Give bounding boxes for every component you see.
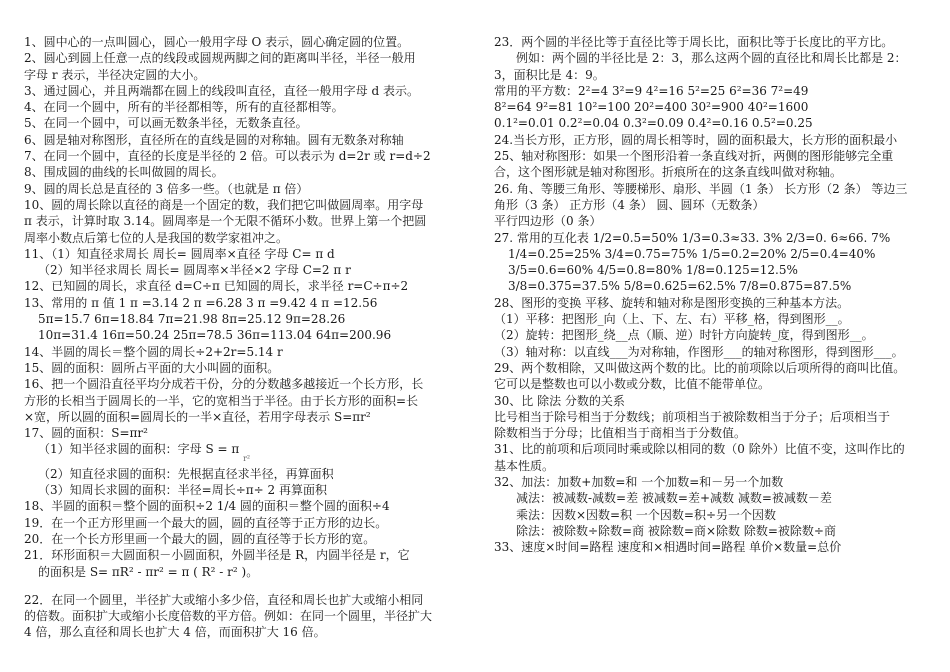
text-line: （3）轴对称：以直线___为对称轴，作图形___的轴对称图形，得到图形___。 [494, 344, 904, 359]
text-line: 角形（3 条） 正方形（4 条） 圆、圆环（无数条） [494, 197, 765, 212]
right-column [494, 34, 934, 556]
text-line: 3/5=0.6=60% 4/5=0.8=80% 1/8=0.125=12.5% [508, 263, 798, 278]
text-line: 21．环形面积＝大圆面积－小圆面积，外圆半径是 R，内圆半径是 r，它 [24, 548, 410, 563]
text-line: 合，这个图形就是轴对称图形。折痕所在的这条直线叫做对称轴。 [494, 165, 843, 180]
text-line: 32、加法：加数+加数=和 一个加数=和－另一个加数 [494, 475, 784, 490]
text-line: 5π=15.7 6π=18.84 7π=21.98 8π=25.12 9π=28.26 [38, 312, 346, 327]
text-line: 26. 角、等腰三角形、等腰梯形、扇形、半圆（1 条） 长方形（2 条） 等边三 [494, 181, 908, 196]
text-line: 3，面积比是 4：9。 [494, 67, 605, 82]
text-line: 10π=31.4 16π=50.24 25π=78.5 36π=113.04 64π=200.96 [38, 328, 392, 343]
formula-line [24, 441, 476, 464]
text-line: 常用的平方数：2²=4 3²=9 4²=16 5²=25 6²=36 7²=49 [494, 83, 809, 98]
text-line: 字母 r 表示，半径决定圆的大小。 [24, 67, 206, 82]
formula-text: （1）知半径求圆的面积：字母 S = π [38, 442, 240, 457]
text-line: 乘法：因数×因数=积 一个因数=积÷另一个因数 [516, 507, 777, 522]
text-line: 的倍数。面积扩大或缩小长度倍数的平方倍。例如：在同一个圆里，半径扩大 [24, 609, 433, 624]
text-line: 1/4=0.25=25% 3/4=0.75=75% 1/5=0.2=20% 2/5=0.4=40% [508, 246, 876, 261]
text-line: 4、在同一个圆中，所有的半径都相等，所有的直径都相等。 [24, 100, 344, 115]
text-line: 15、圆的面积：圆所占平面的大小叫圆的面积。 [24, 360, 280, 375]
text-line: 2、圆心到圆上任意一点的线段或圆规两脚之间的距离叫半径，半径一般用 [24, 51, 416, 66]
text-line: （1）平移：把图形_向（上、下、左、右）平移_格，得到图形__。 [494, 312, 850, 327]
text-line: 18、半圆的面积＝整个圆的面积÷2 1/4 圆的面积＝整个圆的面积÷4 [24, 499, 390, 514]
text-line: 17、圆的面积：S=πr² [24, 426, 148, 441]
text-line: 31、比的前项和后项同时乘或除以相同的数（0 除外）比值不变，这叫作比的 [494, 442, 905, 457]
text-line: 11、（1）知直径求周长 周长= 圆周率×直径 字母 C= π d [24, 246, 335, 261]
text-line: 29、两个数相除，又叫做这两个数的比。比的前项除以后项所得的商叫比值。 [494, 360, 906, 375]
text-line: 10、圆的周长除以直径的商是一个固定的数，我们把它叫做圆周率。用字母 [24, 197, 424, 212]
text-line: 5、在同一个圆中，可以画无数条半径，无数条直径。 [24, 116, 308, 131]
text-line: 方形的长相当于圆周长的一半，它的宽相当于半径。由于长方形的面积=长 [24, 393, 419, 408]
text-line: 周率小数点后第七位的人是我国的数学家祖冲之。 [24, 230, 289, 245]
text-line: 24.当长方形，正方形，圆的周长相等时，圆的面积最大，长方形的面积最小 [494, 132, 898, 147]
text-line: 平行四边形（0 条） [494, 214, 602, 229]
text-line: 1、圆中心的一点叫圆心，圆心一般用字母 O 表示，圆心确定圆的位置。 [24, 35, 410, 49]
formula-fragment: r² [243, 454, 251, 464]
text-line: π 表示，计算时取 3.14。圆周率是一个无限不循环小数。世界上第一个把圆 [24, 214, 427, 229]
text-line: 19．在一个正方形里画一个最大的圆，圆的直径等于正方形的边长。 [24, 515, 388, 530]
text-line: 9、圆的周长总是直径的 3 倍多一些。（也就是 π 倍） [24, 181, 309, 196]
text-line: 28、图形的变换 平移、旋转和轴对称是图形变换的三种基本方法。 [494, 295, 850, 310]
text-line: 3/8=0.375=37.5% 5/8=0.625=62.5% 7/8=0.875=87.5% [508, 279, 852, 294]
text-line: （3）知周长求圆的面积：半径=周长÷π÷ 2 再算面积 [38, 483, 327, 498]
text-line: 12、已知圆的周长，求直径 d=C÷π 已知圆的周长，求半径 r=C÷π÷2 [24, 279, 409, 294]
text-line: 23．两个圆的半径比等于直径比等于周长比，面积比等于长度比的平方比。 [494, 35, 894, 49]
text-line: 减法：被减数-减数=差 被减数=差+减数 减数=被减数－差 [516, 491, 832, 506]
text-line: 33、速度×时间=路程 速度和×相遇时间=路程 单价×数量=总价 [494, 540, 842, 555]
text-line: 4 倍，那么直径和周长也扩大 4 倍，而面积扩大 16 倍。 [24, 625, 326, 640]
text-line: 基本性质。 [494, 458, 555, 473]
text-line: 8²=64 9²=81 10²=100 20²=400 30²=900 40²=1600 [494, 100, 809, 115]
text-line: 30、比 除法 分数的关系 [494, 393, 625, 408]
text-line: 除法：被除数÷除数=商 被除数=商×除数 除数=被除数÷商 [516, 523, 836, 538]
text-line: （2）知半径求周长 周长= 圆周率×半径×2 字母 C=2 π r [38, 263, 351, 278]
text-line: 的面积是 S= πR² - πr² = π ( R² - r² )。 [38, 564, 259, 579]
text-line: 7、在同一个圆中，直径的长度是半径的 2 倍。可以表示为 d=2r 或 r=d÷2 [24, 149, 431, 164]
text-line: 14、半圆的周长＝整个圆的周长÷2+2r=5.14 r [24, 344, 283, 359]
text-line: ×宽，所以圆的面积=圆周长的一半×直径，若用字母表示 S=πr² [24, 409, 371, 424]
left-column [24, 34, 476, 641]
text-line: 22．在同一个圆里，半径扩大或缩小多少倍，直径和周长也扩大或缩小相同 [24, 592, 424, 607]
text-line: 比号相当于除号相当于分数线；前项相当于被除数相当于分子；后项相当于 [494, 409, 891, 424]
text-line: 20．在一个长方形里画一个最大的圆，圆的直径等于长方形的宽。 [24, 531, 376, 546]
text-line: 25、轴对称图形：如果一个图形沿着一条直线对折，两侧的图形能够完全重 [494, 149, 894, 164]
text-line: 16、把一个圆沿直径平均分成若干份，分的分数越多越接近一个长方形，长 [24, 377, 424, 392]
text-line: （2）知直径求圆的面积：先根据直径求半径，再算面积 [38, 466, 334, 481]
text-line: 6、圆是轴对称图形，直径所在的直线是圆的对称轴。圆有无数条对称轴 [24, 132, 404, 147]
text-line: 8、围成圆的曲线的长叫做圆的周长。 [24, 165, 224, 180]
text-line: 0.1²=0.01 0.2²=0.04 0.3²=0.09 0.4²=0.16 0.5²=0.25 [494, 116, 813, 131]
text-line: 除数相当于分母；比值相当于商相当于分数值。 [494, 426, 747, 441]
text-line: 3、通过圆心，并且两端都在圆上的线段叫直径，直径一般用字母 d 表示。 [24, 83, 419, 98]
text-line: 例如：两个圆的半径比是 2：3，那么这两个圆的直径比和周长比都是 2： [516, 51, 907, 66]
text-line: 13、常用的 π 值 1 π =3.14 2 π =6.28 3 π =9.42 4 π =12.56 [24, 295, 378, 310]
text-line: （2）旋转：把图形_绕__点（顺、逆）时针方向旋转_度，得到图形__。 [494, 328, 874, 343]
text-line: 它可以是整数也可以小数或分数，比值不能带单位。 [494, 377, 771, 392]
text-line: 27. 常用的互化表 1/2=0.5=50% 1/3=0.3≈33. 3% 2/3=0. 6≈66. 7% [494, 230, 891, 245]
